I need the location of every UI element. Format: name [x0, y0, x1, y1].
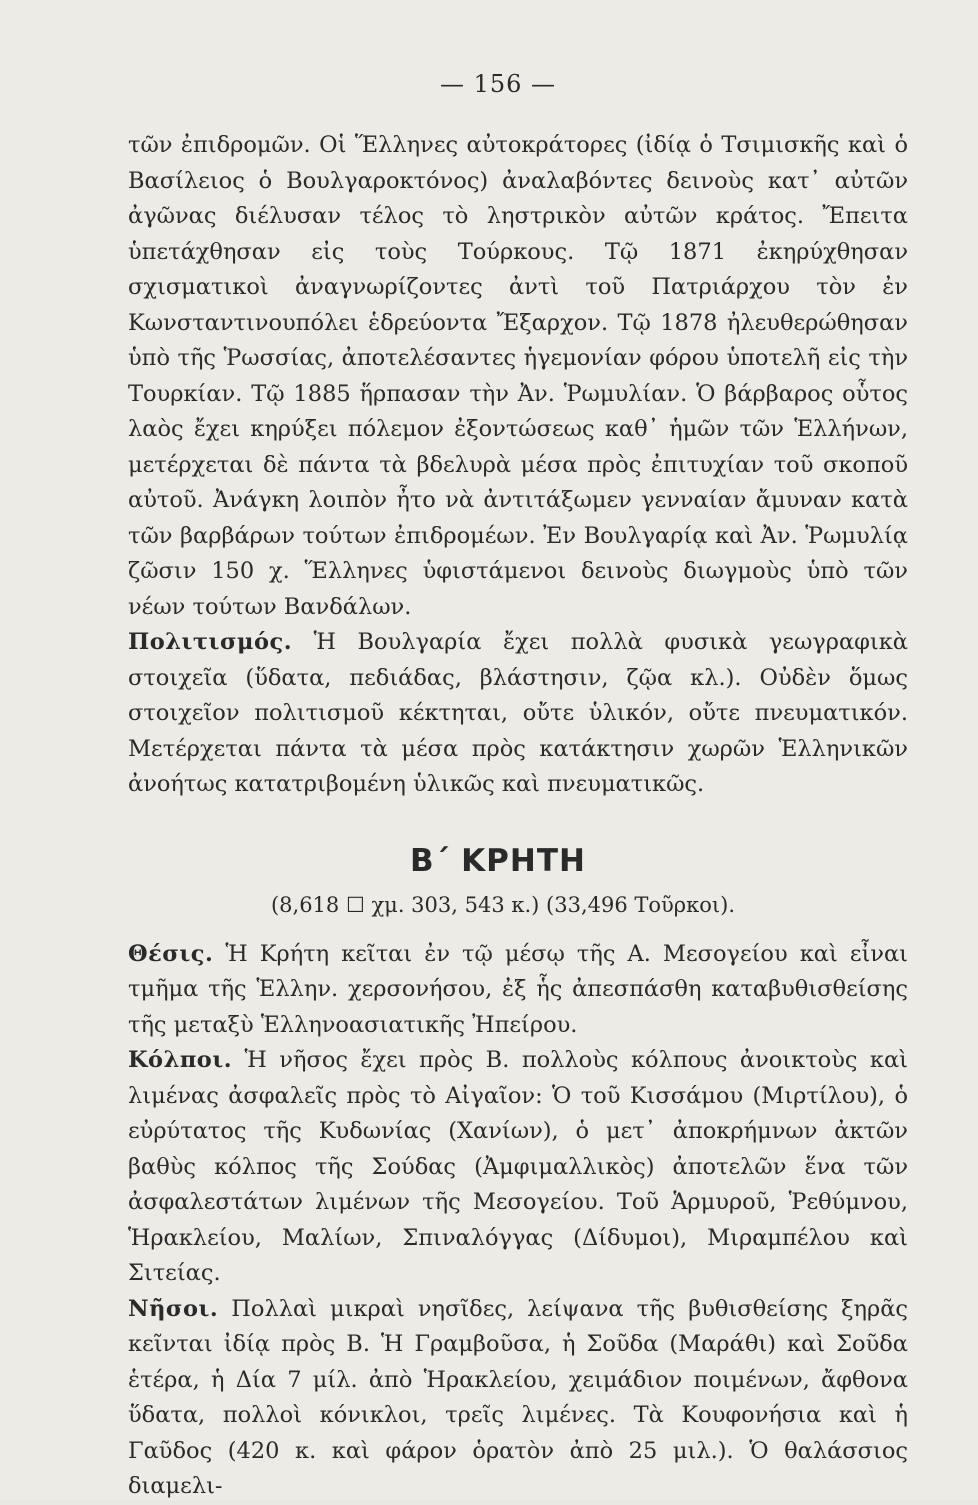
paragraph-islands: [128, 1292, 908, 1505]
text-gulfs: Ἡ νῆσος ἔχει πρὸς Β. πολλοὺς κόλπους ἀνοικτοὺς καὶ λιμένας ἀσφαλεῖς πρὸς τὸ Αἰγαῖον: Ὁ τοῦ Κισσάμου (Μιρτίλου), ὁ εὐρύτατος τῆς Κυδωνίας (Χανίων), ὁ μετ᾽ ἀποκρήμνων ἀκτῶν βαθὺς κόλπος τῆς Σούδας (Ἀμφιμαλλικὸς) ἀποτελῶν ἕνα τῶν ἀσφαλεστάτων λιμένων τῆς Μεσογείου. Τοῦ Ἁρμυροῦ, Ῥεθύμνου, Ἡρακλείου, Μαλίων, Σπιναλόγγας (Δίδυμοι), Μιραμπέλου καὶ Σιτείας.: [128, 1047, 909, 1286]
text-civilization: Ἡ Βουλγαρία ἔχει πολλὰ φυσικὰ γεωγραφικὰ στοιχεῖα (ὕδατα, πεδιάδας, βλάστησιν, ζῷα κλ.). Οὐδὲν ὅμως στοιχεῖον πολιτισμοῦ κέκτηται, οὔτε ὑλικόν, οὔτε πνευματικόν. Μετέρχεται πάντα τὰ μέσα πρὸς κατάκτησιν χωρῶν Ἑλληνικῶν ἀνοήτως κατατριβομένη ὑλικῶς καὶ πνευματικῶς.: [128, 629, 908, 797]
text-islands: Πολλαὶ μικραὶ νησῖδες, λείψανα τῆς βυθισθείσης ξηρᾶς κεῖνται ἰδίᾳ πρὸς Β. Ἡ Γραμβοῦσα, ἡ Σοῦδα (Μαράθι) καὶ Σοῦδα ἑτέρα, ἡ Δία 7 μίλ. ἀπὸ Ἡρακλείου, χειμάδιον ποιμένων, ἄφθονα ὕδατα, πολλοὶ κόνικλοι, τρεῖς λιμένες. Τὰ Κουφονήσια καὶ ἡ Γαῦδος (420 κ. καὶ φάρον ὁρατὸν ἀπὸ 25 μιλ.). Ὁ θαλάσσιος διαμελι-: [128, 1295, 909, 1499]
section-title-crete: Β΄ ΚΡΗΤΗ: [410, 842, 586, 879]
heading-civilization: Πολιτισμός.: [128, 629, 293, 655]
heading-islands: Νῆσοι.: [128, 1295, 219, 1322]
heading-gulfs: Κόλποι.: [128, 1047, 233, 1073]
paragraph-gulfs: [128, 1043, 908, 1292]
crete-statistics: (8,618 ☐ χμ. 303, 543 κ.) (33,496 Τοῦρκοι).: [270, 892, 736, 917]
paragraph-civilization: [128, 625, 908, 803]
paragraph-bulgaria-history: τῶν ἐπιδρομῶν. Οἱ Ἕλληνες αὐτοκράτορες (ἰδίᾳ ὁ Τσιμισκῆς καὶ ὁ Βασίλειος ὁ Βουλγαροκτόνος) ἀναλαβόντες δεινοὺς κατ᾽ αὐτῶν ἀγῶνας διέλυσαν τέλος τὸ ληστρικὸν αὐτῶν κράτος. Ἔπειτα ὑπετάχθησαν εἰς τοὺς Τούρκους. Τῷ 1871 ἐκηρύχθησαν σχισματικοὶ ἀναγνωρίζοντες ἀντὶ τοῦ Πατριάρχου τὸν ἐν Κωνσταντινουπόλει ἑδρεύοντα Ἔξαρχον. Τῷ 1878 ἠλευθερώθησαν ὑπὸ τῆς Ῥωσσίας, ἀποτελέσαντες ἡγεμονίαν φόρου ὑποτελῆ εἰς τὴν Τουρκίαν. Τῷ 1885 ἥρπασαν τὴν Ἀν. Ῥωμυλίαν. Ὁ βάρβαρος οὗτος λαὸς ἔχει κηρύξει πόλεμον ἐξοντώσεως καθ᾽ ἡμῶν τῶν Ἑλλήνων, μετέρχεται δὲ πάντα τὰ βδελυρὰ μέσα πρὸς ἐπιτυχίαν τοῦ σκοποῦ αὐτοῦ. Ἀνάγκη λοιπὸν ἦτο νὰ ἀντιτάξωμεν γενναίαν ἄμυναν κατὰ τῶν βαρβάρων τούτων ἐπιδρομέων. Ἐν Βουλγαρίᾳ καὶ Ἀν. Ῥωμυλίᾳ ζῶσιν 150 χ. Ἕλληνες ὑφιστάμενοι δεινοὺς διωγμοὺς ὑπὸ τῶν νέων τούτων Βανδάλων.: [128, 132, 908, 620]
text-position: Ἡ Κρήτη κεῖται ἐν τῷ μέσῳ τῆς Α. Μεσογείου καὶ εἶναι τμῆμα τῆς Ἑλλην. χερσονήσου, ἐξ ἧς ἀπεσπάσθη καταβυθισθείσης τῆς μεταξὺ Ἑλληνοασιατικῆς Ἠπείρου.: [128, 940, 908, 1038]
paragraph-position: [128, 937, 908, 1044]
heading-position: Θέσις.: [128, 940, 214, 967]
page-number: — 156 —: [439, 70, 557, 98]
